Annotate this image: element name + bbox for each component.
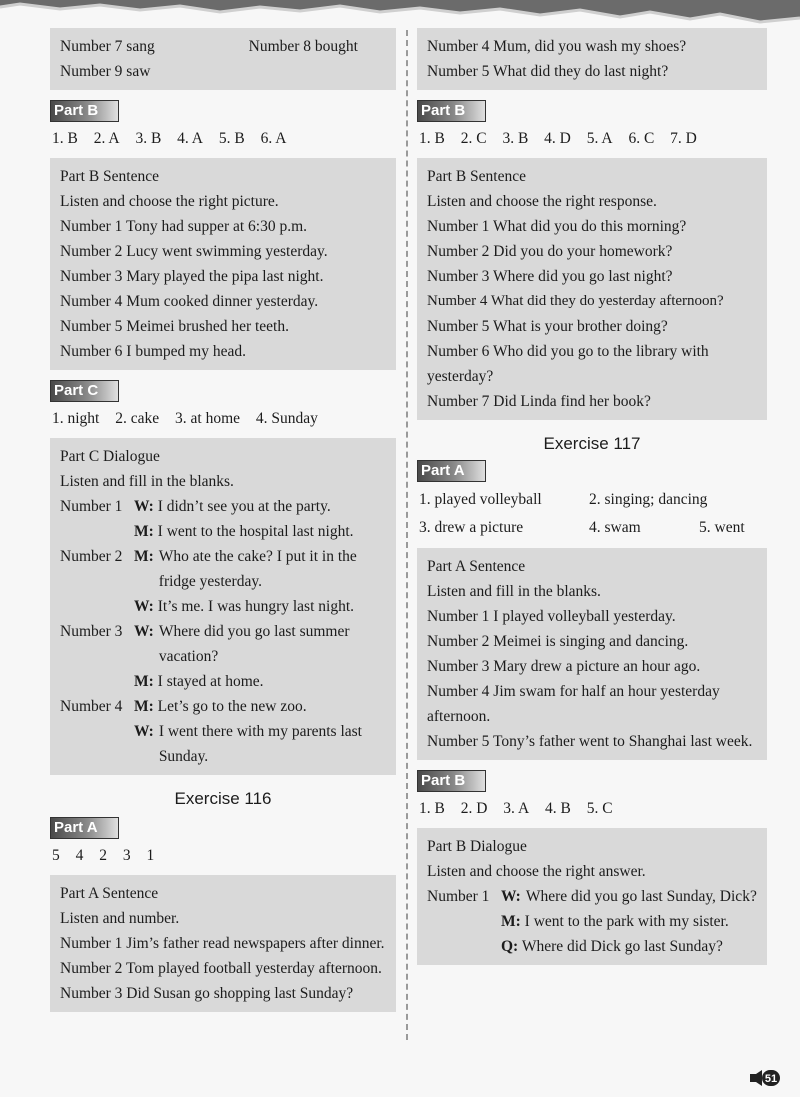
part-c-label: Part C [50,380,119,402]
part-c-transcript [50,438,396,775]
left-column [50,28,396,1012]
dialogue-text: I went there with my parents last Sunday. [158,723,362,765]
answer: 2. singing; dancing [589,491,708,508]
answer: 6. C [628,130,655,147]
answer: 3. drew a picture [419,519,524,536]
dialogue-text: I stayed at home. [157,673,264,690]
part-a-label: Part A [50,817,119,839]
box-line: Number 4 What did they do yesterday afternoon? [427,293,724,309]
answer: 2. C [460,130,487,147]
speaker: Q: [501,938,519,955]
right-column [417,28,767,965]
answer: 4 [75,847,84,864]
answer: 4. swam [589,519,641,536]
box-line: Number 1 What did you do this morning? [427,218,687,235]
box-line: Number 2 Meimei is singing and dancing. [427,633,689,650]
box-line: Number 4 Jim swam for half an hour yesterday afternoon. [427,683,720,725]
dialogue-number: Number 1 [60,498,123,515]
box-line: Part A Sentence [60,885,159,902]
dialogue-row [60,494,388,544]
answer: 1. B [419,800,445,817]
answer: 5. went [699,519,745,536]
box-line: Listen and choose the right picture. [60,193,279,210]
speaker: W: [501,888,521,905]
speaker: W: [134,598,154,615]
dialogue-text: Where did you go last Sunday, Dick? [525,888,757,905]
exercise-116-title: Exercise 116 [174,789,272,808]
megaphone-icon [748,1066,784,1090]
answer: 2 [99,847,107,864]
answer-box-continuation [50,28,396,90]
answer: 7. D [670,130,697,147]
box-line: Number 3 Mary drew a picture an hour ago. [427,658,701,675]
box-line: Number 7 sang [60,38,155,55]
dialogue-text: Who ate the cake? I put it in the fridge yesterday. [158,548,357,590]
answer: 2. A [93,130,120,147]
exercise-117-title: Exercise 117 [543,434,641,453]
part-b-label: Part B [50,100,119,122]
box-line: Number 3 Mary played the pipa last night. [60,268,324,285]
box-line: Number 1 Jim’s father read newspapers after dinner. [60,935,385,952]
dialogue-number: Number 4 [60,698,123,715]
answer: 3. B [502,130,529,147]
part-b-transcript [50,158,396,370]
box-line: Number 6 Who did you go to the library with yesterday? [427,343,709,385]
box-line: Number 5 What is your brother doing? [427,318,668,335]
box-line: Number 1 Tony had supper at 6:30 p.m. [60,218,308,235]
dialogue-number: Number 2 [60,548,123,565]
box-line: Part A Sentence [427,558,526,575]
answer: 3. A [503,800,530,817]
box-line: Listen and choose the right response. [427,193,657,210]
part-a-answers [417,486,767,542]
answer: 3. B [135,130,162,147]
column-divider [406,30,408,1040]
part-a-label: Part A [417,460,486,482]
dialogue-number: Number 3 [60,623,123,640]
box-line: Number 3 Did Susan go shopping last Sunday? [60,985,354,1002]
answer: 5. A [586,130,613,147]
part-a-transcript [417,548,767,760]
answer: 2. cake [115,410,160,427]
answer: 4. B [545,800,571,817]
answer-box-continuation [417,28,767,90]
part-b-answers [50,126,396,152]
answer: 4. Sunday [255,410,318,427]
part-a-transcript [50,875,396,1012]
box-line: Number 9 saw [60,63,151,80]
box-line: Number 2 Did you do your homework? [427,243,673,260]
box-line: Number 8 bought [248,38,358,55]
answer: 5. C [586,800,613,817]
box-line: Part C Dialogue [60,448,160,465]
box-line: Part B Dialogue [427,838,527,855]
dialogue-text: I went to the park with my sister. [524,913,729,930]
answer: 1. B [419,130,445,147]
dialogue-text: Let’s go to the new zoo. [157,698,307,715]
box-line: Number 3 Where did you go last night? [427,268,673,285]
answer: 4. D [544,130,571,147]
part-b-label: Part B [417,770,486,792]
answer: 1. played volleyball [419,491,542,508]
box-line: Number 5 Tony’s father went to Shanghai last week. [427,733,753,750]
box-line: Listen and fill in the blanks. [60,473,234,490]
box-line: Listen and fill in the blanks. [427,583,601,600]
dialogue-text: Where did Dick go last Sunday? [521,938,723,955]
box-line: Number 7 Did Linda find her book? [427,393,651,410]
speaker: W: [134,498,154,515]
page-number-badge [748,1066,784,1090]
box-line: Number 5 What did they do last night? [427,63,669,80]
box-line: Number 1 I played volleyball yesterday. [427,608,676,625]
answer: 5. B [218,130,245,147]
answer: 6. A [260,130,287,147]
part-a-answers [50,843,396,869]
box-line: Number 6 I bumped my head. [60,343,246,360]
answer: 1. night [52,410,100,427]
speaker: W: [134,623,154,640]
box-line: Part B Sentence [60,168,160,185]
speaker: M: [134,673,154,690]
box-line: Number 2 Tom played football yesterday afternoon. [60,960,382,977]
answer: 5 [52,847,60,864]
torn-paper-edge [0,0,800,28]
dialogue-text: I didn’t see you at the party. [157,498,331,515]
box-line: Listen and choose the right answer. [427,863,646,880]
dialogue-row [427,884,759,959]
dialogue-text: Where did you go last summer vacation? [158,623,350,665]
part-b-answers [417,126,767,152]
box-line: Number 4 Mum cooked dinner yesterday. [60,293,319,310]
part-c-answers [50,406,396,432]
box-line: Number 5 Meimei brushed her teeth. [60,318,289,335]
page-number: 51 [764,1073,778,1085]
part-b-answers [417,796,767,822]
answer: 3. at home [175,410,241,427]
speaker: M: [134,548,154,565]
box-line: Number 2 Lucy went swimming yesterday. [60,243,328,260]
part-b-label: Part B [417,100,486,122]
answer: 4. A [177,130,203,147]
dialogue-row [60,619,388,694]
box-line: Listen and number. [60,910,180,927]
speaker: M: [134,698,154,715]
part-b-transcript [417,158,767,420]
dialogue-number: Number 1 [427,888,490,905]
answer: 1. B [52,130,78,147]
box-line: Part B Sentence [427,168,527,185]
speaker: M: [501,913,521,930]
answer: 3 [122,847,131,864]
answer: 2. D [460,800,488,817]
dialogue-text: It’s me. I was hungry last night. [157,598,354,615]
dialogue-text: I went to the hospital last night. [157,523,354,540]
speaker: M: [134,523,154,540]
dialogue-row [60,544,388,619]
box-line: Number 4 Mum, did you wash my shoes? [427,38,687,55]
part-b-dialogue-transcript [417,828,767,965]
speaker: W: [134,723,154,740]
answer: 1 [146,847,155,864]
dialogue-row [60,694,388,769]
